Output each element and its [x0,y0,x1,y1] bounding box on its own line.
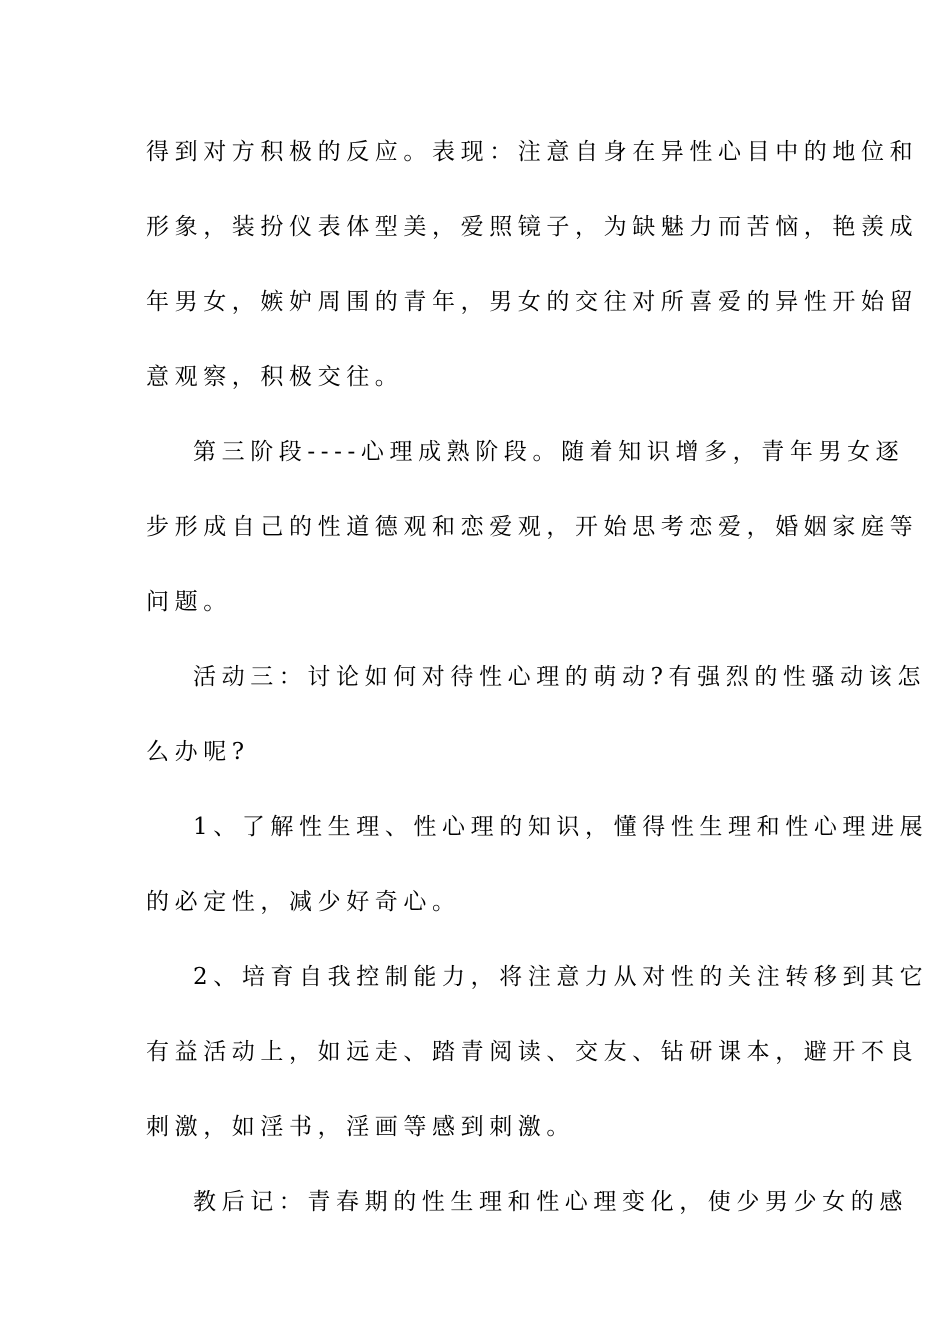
paragraph-2-line-3: 问题。 [146,589,232,615]
paragraph-3-line-2: 么办呢? [146,739,250,765]
paragraph-4-line-2: 的必定性，减少好奇心。 [146,889,461,915]
paragraph-1-line-4: 意观察，积极交往。 [146,364,404,390]
paragraph-1-line-1: 得到对方积极的反应。表现：注意自身在异性心目中的地位和 [146,139,919,165]
paragraph-2-line-1: 第三阶段----心理成熟阶段。随着知识增多，青年男女逐 [193,439,905,465]
paragraph-5-line-3: 刺激，如淫书，淫画等感到刺激。 [146,1114,575,1140]
paragraph-5-line-2: 有益活动上，如远走、踏青阅读、交友、钻研课本，避开不良 [146,1039,919,1065]
paragraph-2-line-2: 步形成自己的性道德观和恋爱观，开始思考恋爱，婚姻家庭等 [146,514,919,540]
paragraph-5-line-1: 2、培育自我控制能力，将注意力从对性的关注转移到其它 [193,964,929,990]
paragraph-1-line-2: 形象，装扮仪表体型美，爱照镜子，为缺魅力而苦恼，艳羡成 [146,214,919,240]
paragraph-1-line-3: 年男女，嫉妒周围的青年，男女的交往对所喜爱的异性开始留 [146,289,919,315]
paragraph-4-line-1: 1、了解性生理、性心理的知识，懂得性生理和性心理进展 [193,814,929,840]
paragraph-6-line-1: 教后记：青春期的性生理和性心理变化，使少男少女的感 [193,1189,908,1215]
paragraph-3-line-1: 活动三：讨论如何对待性心理的萌动?有强烈的性骚动该怎 [193,664,926,690]
